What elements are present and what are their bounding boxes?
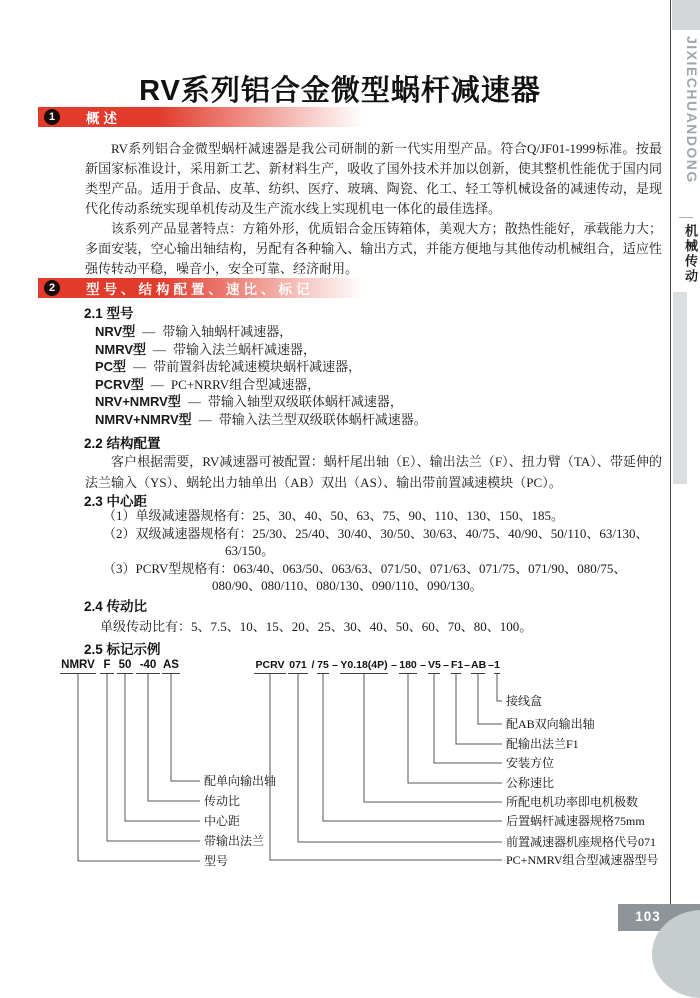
dash-separator: – <box>391 659 397 671</box>
diagram-label: 后置蜗杆减速器规格75mm <box>506 814 645 828</box>
center-item: （1）单级减速器规格有：25、30、40、50、63、75、90、110、130、150、185。 <box>103 508 565 523</box>
dash-separator: — <box>187 394 201 409</box>
model-code-token: 071 <box>288 659 308 674</box>
center-item: （2）双级减速器规格有：25/30、25/40、30/40、30/50、30/63、40/75、40/90、50/110、63/130、 <box>103 525 649 541</box>
section-2-banner <box>38 278 370 298</box>
dash-separator: – <box>332 659 338 671</box>
heading-marking-example: 2.5 标记示例 <box>84 642 161 657</box>
model-row <box>95 411 427 429</box>
model-desc: 带前置斜齿轮减速模块蜗杆减速器， <box>153 359 362 374</box>
ratio-text: 单级传动比有：5、7.5、10、15、20、25、30、40、50、60、70、80、100。 <box>100 619 533 634</box>
diagram-label: PC+NMRV组合型减速器型号 <box>506 853 659 867</box>
page-number: 103 <box>635 909 661 924</box>
center-item-continuation: 080/90、080/110、080/130、090/110、090/130。 <box>212 578 483 594</box>
dash-separator: — <box>133 359 147 374</box>
heading-ratio: 2.4 传动比 <box>84 599 148 614</box>
section-title: 型号、结构配置、速比、标记 <box>86 282 314 297</box>
diagram-label: 接线盒 <box>506 694 543 708</box>
dash-separator: – <box>464 659 470 671</box>
heading-structure: 2.2 结构配置 <box>84 436 161 451</box>
model-row <box>95 358 427 376</box>
diagram-label: 带输出法兰 <box>204 834 265 848</box>
model-code-token: F <box>100 659 114 674</box>
sidebar-corner-block <box>672 0 700 30</box>
dash-separator: — <box>142 324 156 339</box>
dash-separator: – <box>488 659 494 671</box>
model-desc: 带输入法兰蜗杆减速器， <box>173 341 317 357</box>
slash-separator: / <box>311 659 315 671</box>
diagram-label: 公称速比 <box>506 776 555 790</box>
diagram-label: 配AB双向输出轴 <box>506 717 595 731</box>
structure-text: 客户根据需要，RV减速器可被配置：蜗杆尾出轴（E）、输出法兰（F）、扭力臂（TA）、带延伸的法兰输入（YS）、蜗轮出力轴单出（AB）双出（AS）、输出带前置减速模块（PC）。 <box>85 454 662 490</box>
model-list <box>95 323 427 428</box>
model-code-token: 180 <box>399 659 417 674</box>
model-row <box>95 341 427 359</box>
model-code-token: Y0.18(4P) <box>340 659 388 674</box>
model-name: NMRV型 <box>95 341 147 357</box>
model-code-token: PCRV <box>254 659 286 674</box>
overview-paragraph-2: 该系列产品显著特点：方箱外形，优质铝合金压铸箱体，美观大方；散热性能好，承载能力大；多面安装，空心输出轴结构，另配有各种输入、输出方式，并能方便地与其他传动机械组合，适应性强传转动平稳，噪音小，安全可靠、经济耐用。 <box>85 221 662 276</box>
model-desc: 带输入法兰型双级联体蜗杆减速器。 <box>218 411 427 427</box>
overview-text <box>85 139 662 279</box>
model-code-token: V5 <box>428 659 440 674</box>
center-item-continuation: 63/150。 <box>225 543 275 559</box>
model-row <box>95 323 427 341</box>
sidebar-divider <box>670 0 671 904</box>
center-item: （3）PCRV型规格有：063/40、063/50、063/63、071/50、071/63、071/75、071/90、080/75、 <box>103 560 627 576</box>
model-code-token: 1 <box>494 659 500 674</box>
section-title: 概述 <box>86 111 121 126</box>
model-code-token: AS <box>162 659 180 674</box>
diagram-label: 配单向输出轴 <box>204 774 277 788</box>
section-1-banner <box>38 107 370 127</box>
center-distance-list <box>103 507 649 595</box>
dash-separator: – <box>443 659 449 671</box>
model-row <box>95 393 427 411</box>
connector-lines <box>40 651 660 915</box>
heading-model: 2.1 型号 <box>84 306 134 321</box>
model-name: PCRV型 <box>95 376 144 392</box>
model-name: NMRV+NMRV型 <box>95 411 192 427</box>
sidebar-strip <box>673 292 687 484</box>
model-name: PC型 <box>95 359 127 374</box>
diagram-label: 前置减速器机座规格代号071 <box>506 835 657 849</box>
diagram-label: 所配电机功率即电机极数 <box>506 795 639 809</box>
model-code-token: NMRV <box>60 659 96 674</box>
section-number-icon: 1 <box>44 109 60 125</box>
model-desc: PC+NRRV组合型减速器， <box>170 376 321 392</box>
overview-paragraph-1: RV系列铝合金微型蜗杆减速器是我公司研制的新一代实用型产品。符合Q/JF01-1999标准。按最新国家标准设计，采用新工艺、新材料生产，吸收了国外技术并加以创新，使其整机性能优于国内同类型产品。适用于食品、皮革、纺织、医疗、玻璃、陶瓷、化工、轻工等机械设备的减速传动，是现代化传动系统实现单机传动及生产流水线上实现机电一体化的最佳选择。 <box>85 141 662 216</box>
diagram-label: 配输出法兰F1 <box>506 737 579 751</box>
diagram-label: 传动比 <box>204 794 241 808</box>
sidebar-category-vertical: 机械传动 <box>683 224 698 284</box>
model-desc: 带输入轴蜗杆减速器， <box>162 324 293 339</box>
dash-separator: – <box>420 659 426 671</box>
heading-center-distance: 2.3 中心距 <box>84 494 148 509</box>
marking-diagram <box>40 651 660 915</box>
dash-separator: — <box>198 411 212 427</box>
model-name: NRV+NMRV型 <box>95 394 181 409</box>
diagram-label: 安装方位 <box>506 756 555 770</box>
diagram-label: 型号 <box>204 854 229 868</box>
model-code-token: F1 <box>451 659 461 674</box>
model-code-token: -40 <box>136 659 160 674</box>
model-code-token: 75 <box>317 659 329 674</box>
dash-separator: — <box>153 341 167 357</box>
model-code-token: 50 <box>117 659 133 674</box>
model-row <box>95 376 427 394</box>
dash-separator: — <box>150 376 164 392</box>
sidebar-separator <box>679 217 693 218</box>
model-desc: 带输入轴型双级联体蜗杆减速器， <box>207 394 403 409</box>
section-number-icon: 2 <box>44 280 60 296</box>
model-code-token: AB <box>471 659 485 674</box>
model-name: NRV型 <box>95 324 136 339</box>
page-title: RV系列铝合金微型蜗杆减速器 <box>139 75 541 107</box>
sidebar-brand-vertical: JIXIECHUANDONG <box>684 36 700 184</box>
diagram-label: 中心距 <box>204 814 241 828</box>
